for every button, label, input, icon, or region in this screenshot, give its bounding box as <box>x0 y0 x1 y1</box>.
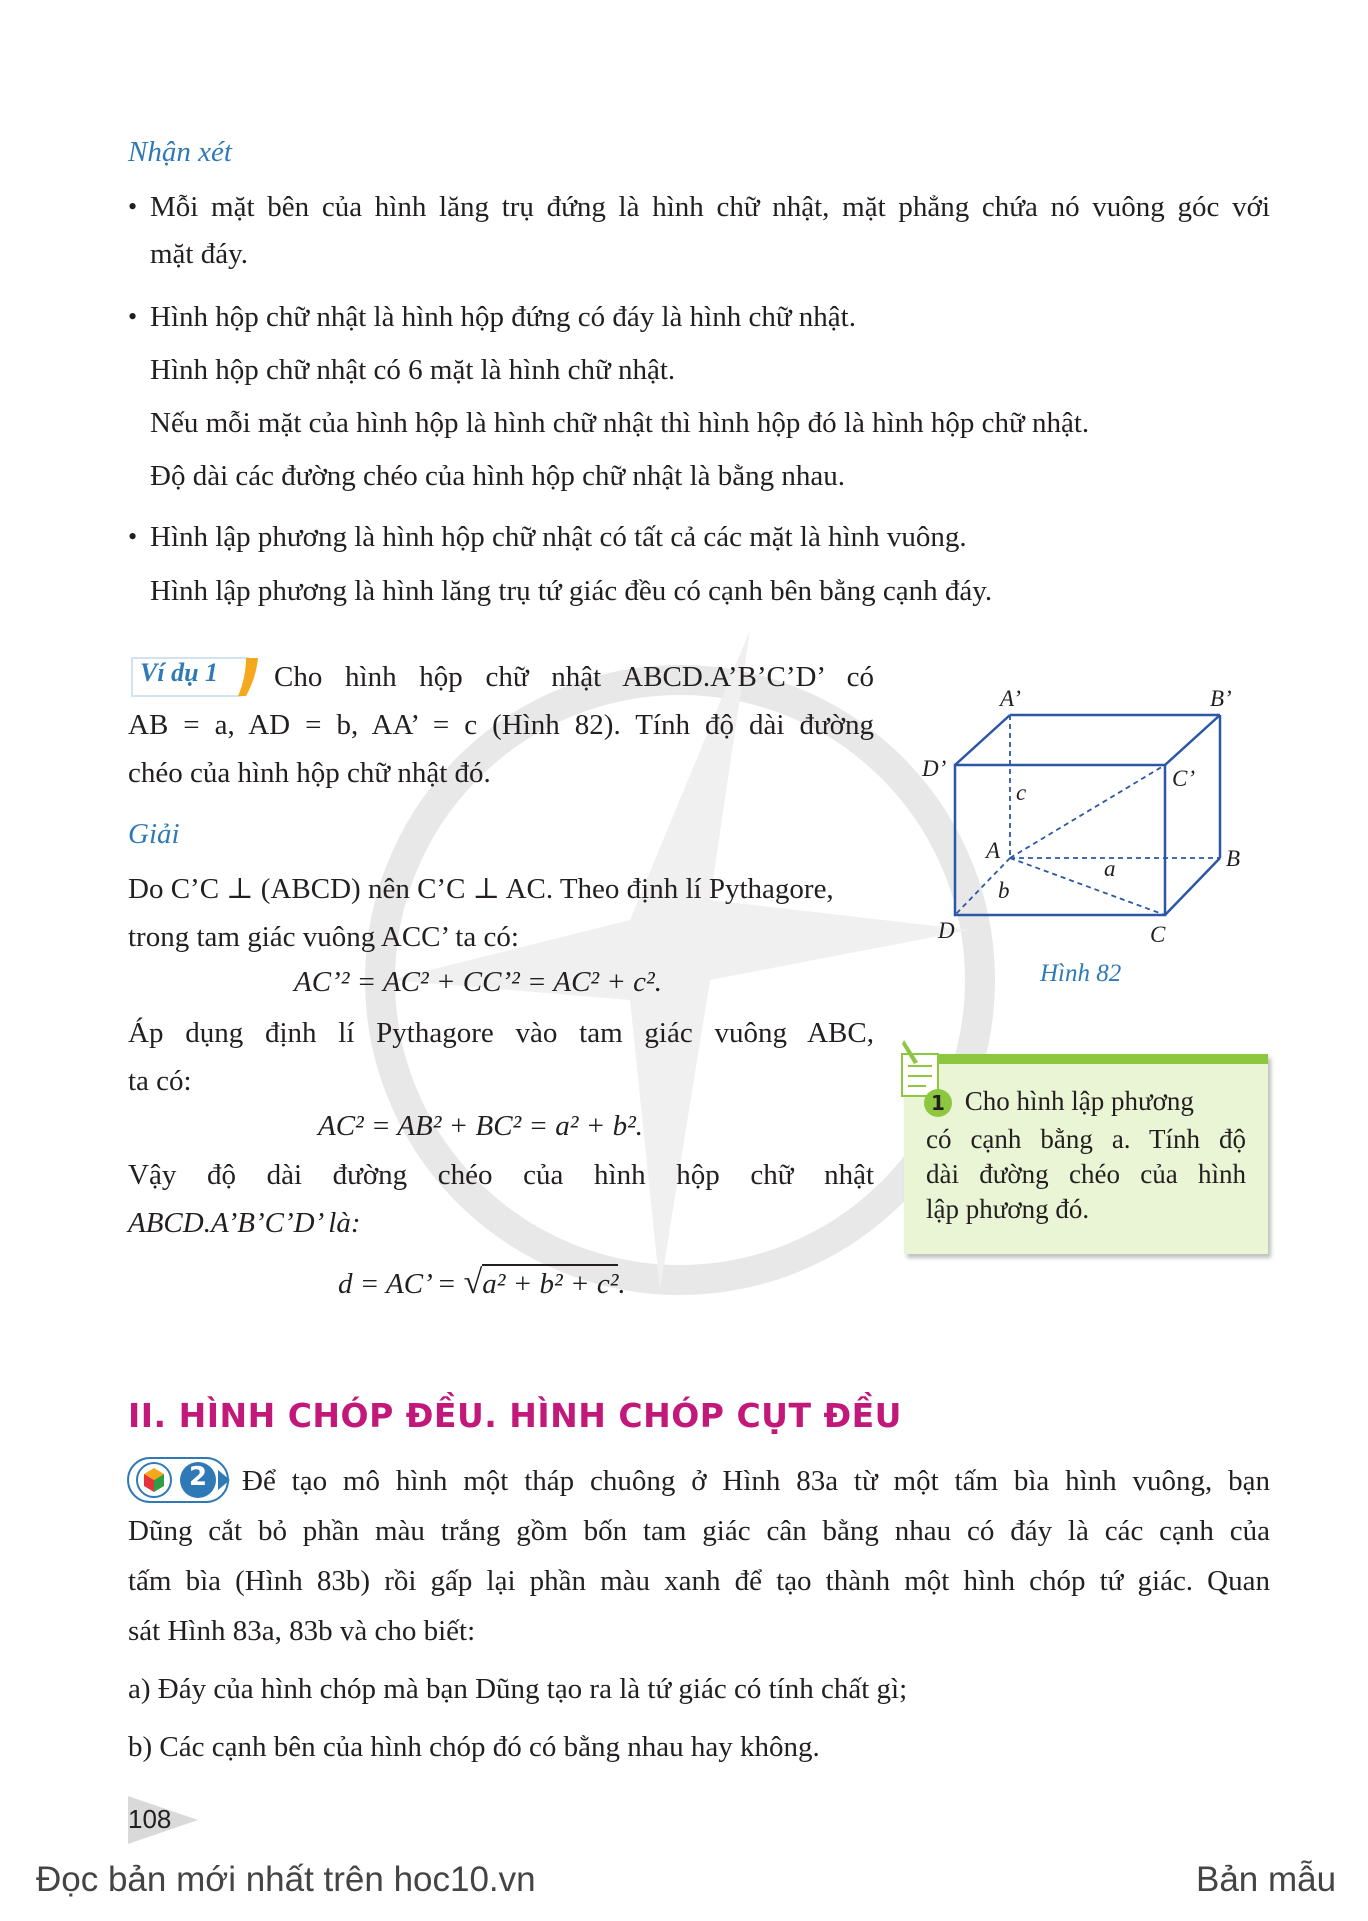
solution-line3: Áp dụng định lí Pythagore vào tam giác vuông ABC, <box>128 1017 874 1049</box>
remark-heading: Nhận xét <box>128 136 232 168</box>
footer-right: Bản mẫu <box>1196 1860 1337 1899</box>
practice-line2: có cạnh bằng a. Tính độ <box>926 1124 1246 1154</box>
activity-line3: tấm bìa (Hình 83b) rồi gấp lại phần màu xanh để tạo thành một hình chóp tứ giác. Quan <box>128 1565 1270 1597</box>
remark-b2-line4: Độ dài các đường chéo của hình hộp chữ nhật là bằng nhau. <box>150 460 846 492</box>
label-C: C <box>1150 922 1166 947</box>
bullet: • <box>128 522 138 551</box>
equation-3-radicand: a² + b² + c² <box>482 1264 618 1300</box>
equation-3 <box>338 1264 626 1302</box>
practice-line4: lập phương đó. <box>926 1194 1090 1224</box>
label-A1: A’ <box>1000 686 1021 711</box>
remark-b1-line2: mặt đáy. <box>150 238 248 270</box>
solution-line1: Do C’C ⊥ (ABCD) nên C’C ⊥ AC. Theo định lí Pythagore, <box>128 873 834 905</box>
label-C1: C’ <box>1172 766 1195 791</box>
solution-line5: Vậy độ dài đường chéo của hình hộp chữ nhật <box>128 1159 874 1191</box>
example-tag: Ví dụ 1 <box>140 658 219 687</box>
remark-b3-line2: Hình lập phương là hình lăng trụ tứ giác đều có cạnh bên bằng cạnh đáy. <box>150 575 993 607</box>
example-line1: Cho hình hộp chữ nhật ABCD.A’B’C’D’ có <box>274 661 874 693</box>
activity-line4: sát Hình 83a, 83b và cho biết: <box>128 1615 476 1647</box>
example-line2: AB = a, AD = b, AA’ = c (Hình 82). Tính độ dài đường <box>128 709 874 741</box>
remark-b1-line1: Mỗi mặt bên của hình lăng trụ đứng là hình chữ nhật, mặt phẳng chứa nó vuông góc với <box>150 191 1270 223</box>
footer-left: Đọc bản mới nhất trên hoc10.vn <box>36 1860 536 1899</box>
question-a: a) Đáy của hình chóp mà bạn Dũng tạo ra là tứ giác có tính chất gì; <box>128 1673 908 1705</box>
practice-line1 <box>924 1086 1244 1117</box>
section-title: II. HÌNH CHÓP ĐỀU. HÌNH CHÓP CỤT ĐỀU <box>128 1396 902 1435</box>
remark-b2-line1: Hình hộp chữ nhật là hình hộp đứng có đáy là hình chữ nhật. <box>150 301 856 333</box>
example-line3: chéo của hình hộp chữ nhật đó. <box>128 757 491 789</box>
label-a: a <box>1104 856 1116 881</box>
equation-3-left: d = AC’ = <box>338 1268 457 1300</box>
figure-caption: Hình 82 <box>1040 960 1122 987</box>
remark-b2-line3: Nếu mỗi mặt của hình hộp là hình chữ nhật thì hình hộp đó là hình hộp chữ nhật. <box>150 407 1090 439</box>
sqrt-sign: √ <box>463 1264 483 1301</box>
solution-heading: Giải <box>128 818 180 850</box>
figure-82-box <box>900 680 1260 950</box>
solution-line6: ABCD.A’B’C’D’ là: <box>128 1207 361 1239</box>
solution-line4: ta có: <box>128 1065 192 1097</box>
practice-line3: dài đường chéo của hình <box>926 1159 1246 1189</box>
activity-line2: Dũng cắt bỏ phần màu trắng gồm bốn tam giác cân bằng nhau có đáy là các cạnh của <box>128 1515 1270 1547</box>
practice-number: 1 <box>924 1089 952 1117</box>
remark-b2-line2: Hình hộp chữ nhật có 6 mặt là hình chữ nhật. <box>150 354 676 386</box>
activity-line1: Để tạo mô hình một tháp chuông ở Hình 83a từ một tấm bìa hình vuông, bạn <box>242 1465 1270 1497</box>
activity-number: 2 <box>189 1462 208 1492</box>
page-number: 108 <box>128 1804 172 1834</box>
equation-2: AC² = AB² + BC² = a² + b². <box>318 1110 644 1142</box>
remark-b3-line1: Hình lập phương là hình hộp chữ nhật có tất cả các mặt là hình vuông. <box>150 521 967 553</box>
question-b: b) Các cạnh bên của hình chóp đó có bằng nhau hay không. <box>128 1731 820 1763</box>
equation-1: AC’² = AC² + CC’² = AC² + c². <box>294 966 662 998</box>
label-b: b <box>998 878 1010 903</box>
label-A: A <box>986 838 1001 863</box>
bullet: • <box>128 302 138 331</box>
label-B1: B’ <box>1210 686 1232 711</box>
practice-text1: Cho hình lập phương <box>964 1086 1194 1116</box>
solution-line2: trong tam giác vuông ACC’ ta có: <box>128 921 519 953</box>
equation-3-end: . <box>618 1268 626 1300</box>
label-B: B <box>1226 846 1241 871</box>
label-D1: D’ <box>922 756 947 781</box>
bullet: • <box>128 192 138 221</box>
label-c: c <box>1016 780 1027 805</box>
activity-icon <box>126 1454 236 1506</box>
label-D: D <box>938 918 955 943</box>
